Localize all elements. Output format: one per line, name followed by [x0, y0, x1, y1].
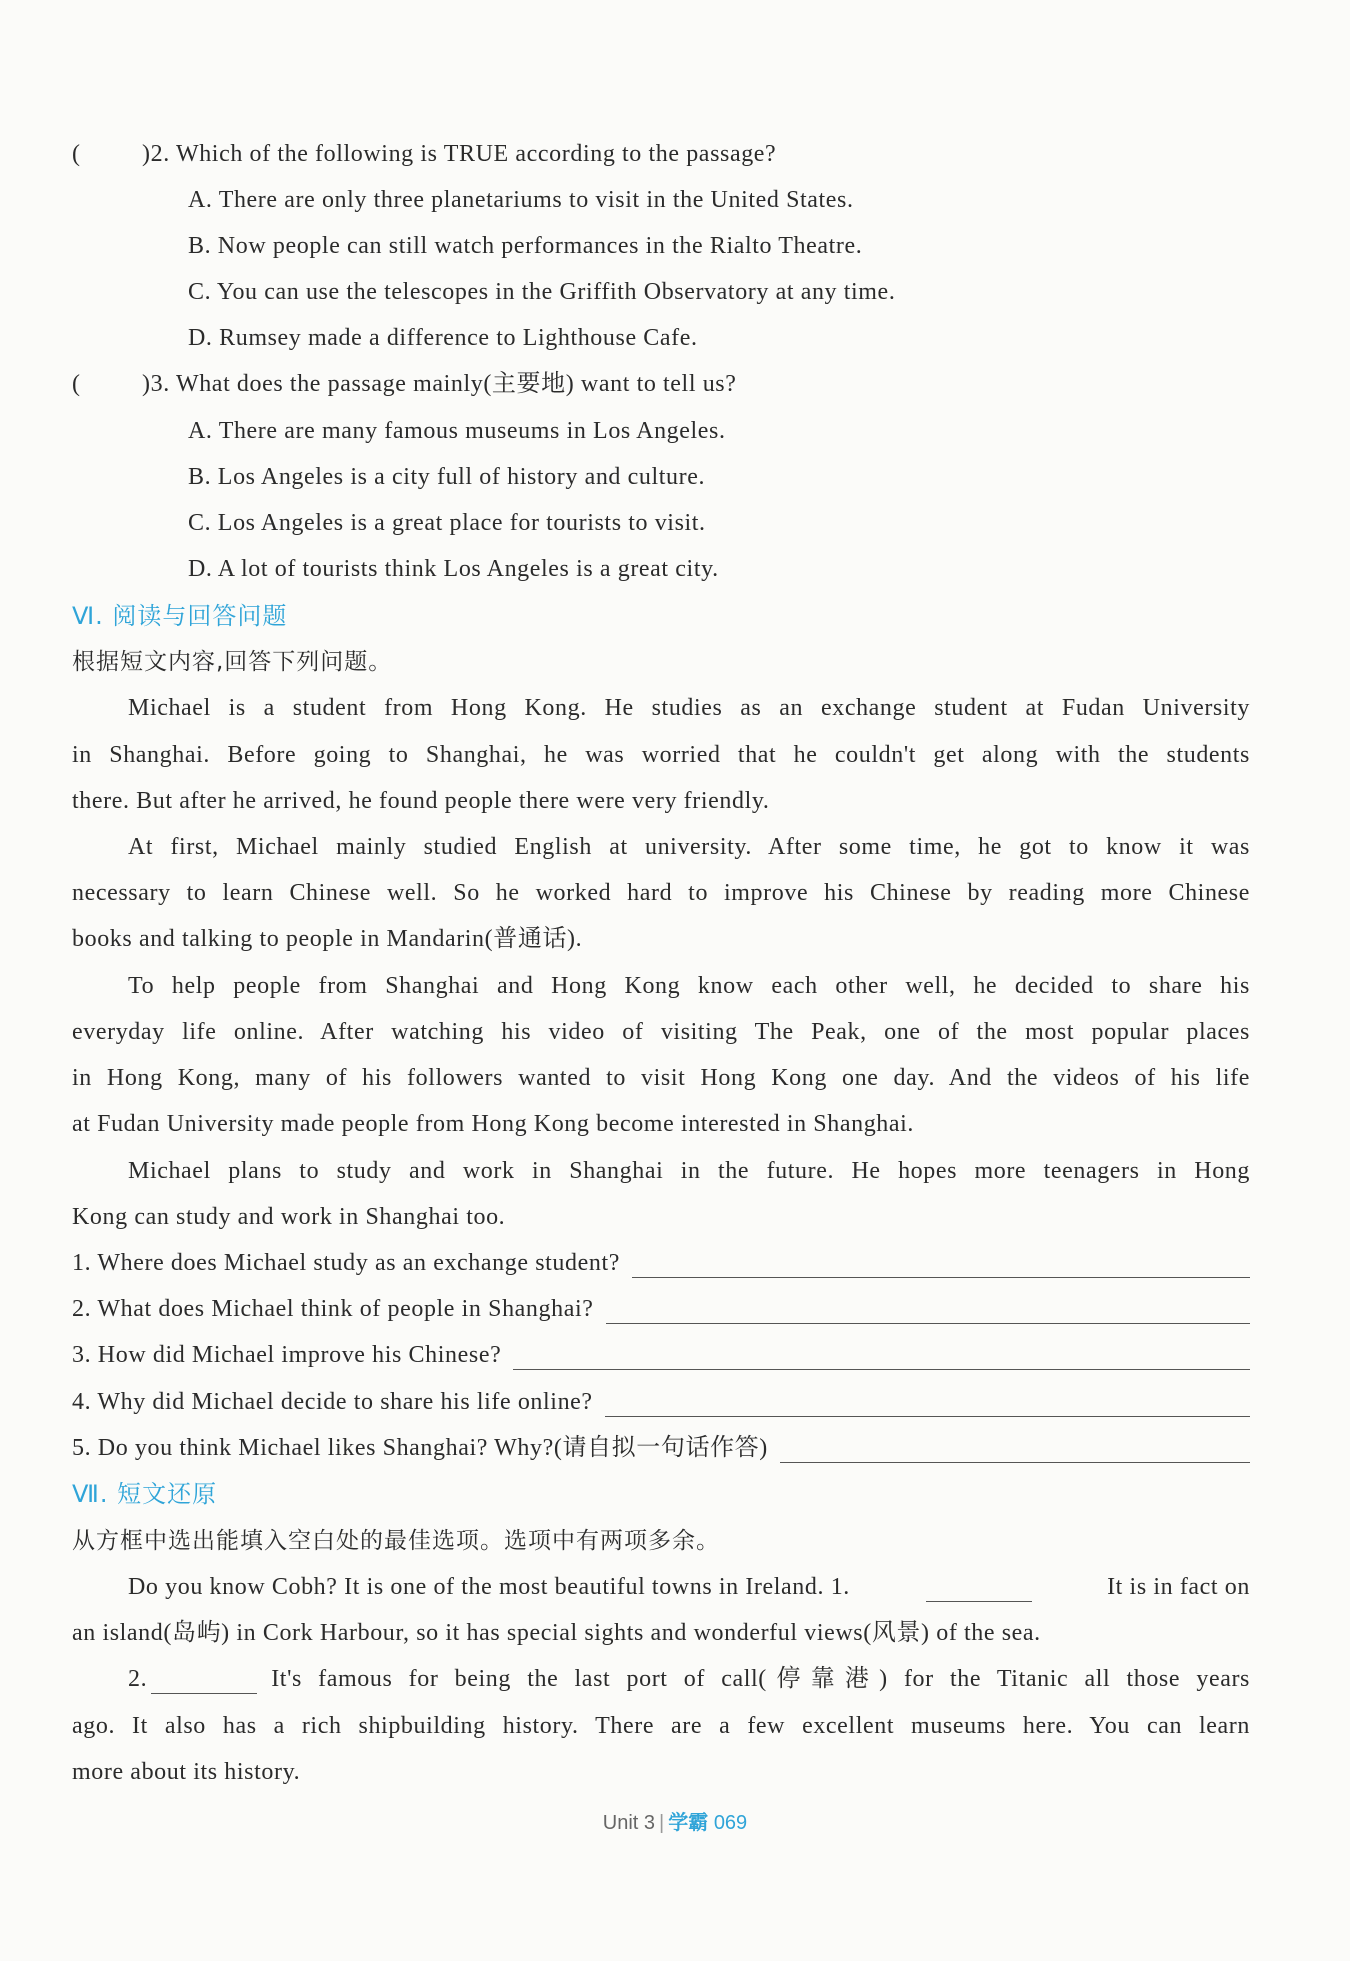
footer-separator: |	[659, 1812, 665, 1834]
passage-line: an island(岛屿) in Cork Harbour, so it has special sights and wonderful views(风景) of the sea.	[72, 1620, 1041, 1646]
option-c: C. Los Angeles is a great place for tourists to visit.	[188, 510, 706, 536]
question-stem: )2. Which of the following is TRUE according to the passage?	[142, 141, 777, 167]
passage-line: Michael plans to study and work in Shanghai in the future. He hopes more teenagers in Hong	[128, 1158, 1250, 1184]
answer-question-3	[72, 1340, 1250, 1370]
passage-line	[128, 1664, 1250, 1694]
option-d: D. Rumsey made a difference to Lighthouse Cafe.	[188, 325, 698, 351]
answer-blank[interactable]	[632, 1253, 1250, 1278]
passage-line: in Shanghai. Before going to Shanghai, he was worried that he couldn't get along with the students	[72, 742, 1250, 768]
passage-line: more about its history.	[72, 1759, 301, 1785]
passage-line: books and talking to people in Mandarin(普通话).	[72, 926, 583, 952]
page-number: 069	[713, 1812, 748, 1834]
question-text: 2. What does Michael think of people in Shanghai?	[72, 1296, 594, 1322]
answer-blank[interactable]	[513, 1345, 1250, 1370]
fill-blank-1[interactable]	[926, 1579, 1032, 1602]
page-footer	[0, 1806, 1350, 1835]
section-7-title: Ⅶ. 短文还原	[72, 1480, 218, 1508]
passage-line: Michael is a student from Hong Kong. He studies as an exchange student at Fudan University	[128, 695, 1250, 721]
answer-paren: (	[72, 141, 81, 167]
answer-paren: (	[72, 371, 81, 397]
option-b: B. Now people can still watch performances in the Rialto Theatre.	[188, 233, 863, 259]
passage-line: at Fudan University made people from Hong Kong become interested in Shanghai.	[72, 1111, 915, 1137]
question-text: 4. Why did Michael decide to share his life online?	[72, 1389, 593, 1415]
passage-line	[128, 1572, 1250, 1602]
passage-line: At first, Michael mainly studied English at university. After some time, he got to know it was	[128, 834, 1250, 860]
passage-text: Do you know Cobh? It is one of the most beautiful towns in Ireland. 1.	[128, 1574, 850, 1600]
option-a: A. There are only three planetariums to visit in the United States.	[188, 187, 854, 213]
passage-text: It's famous for being the last port of call(停靠港) for the Titanic all those years	[271, 1666, 1250, 1692]
passage-line: in Hong Kong, many of his followers wanted to visit Hong Kong one day. And the videos of his life	[72, 1065, 1250, 1091]
brand-label: 学霸	[668, 1812, 709, 1834]
section-6-instruction: 根据短文内容,回答下列问题。	[72, 649, 393, 675]
option-d: D. A lot of tourists think Los Angeles is a great city.	[188, 556, 719, 582]
passage-line: To help people from Shanghai and Hong Kong know each other well, he decided to share his	[128, 973, 1250, 999]
answer-blank[interactable]	[606, 1299, 1250, 1324]
answer-question-1	[72, 1248, 1250, 1278]
option-a: A. There are many famous museums in Los Angeles.	[188, 418, 726, 444]
question-text: 5. Do you think Michael likes Shanghai? Why?(请自拟一句话作答)	[72, 1435, 768, 1461]
option-c: C. You can use the telescopes in the Griffith Observatory at any time.	[188, 279, 896, 305]
answer-question-5	[72, 1433, 1250, 1463]
passage-line: necessary to learn Chinese well. So he worked hard to improve his Chinese by reading more Chinese	[72, 880, 1250, 906]
question-text: 1. Where does Michael study as an exchange student?	[72, 1250, 620, 1276]
option-b: B. Los Angeles is a city full of history and culture.	[188, 464, 706, 490]
passage-line: there. But after he arrived, he found people there were very friendly.	[72, 788, 770, 814]
section-6-title: Ⅵ. 阅读与回答问题	[72, 602, 288, 630]
unit-label: Unit 3	[602, 1812, 656, 1834]
question-text: 3. How did Michael improve his Chinese?	[72, 1342, 502, 1368]
fill-blank-2[interactable]	[151, 1671, 257, 1694]
passage-text: It is in fact on	[1107, 1574, 1250, 1600]
passage-line: everyday life online. After watching his video of visiting The Peak, one of the most popular places	[72, 1019, 1250, 1045]
passage-text: 2.	[128, 1666, 148, 1692]
answer-blank[interactable]	[605, 1392, 1250, 1417]
section-7-instruction: 从方框中选出能填入空白处的最佳选项。选项中有两项多余。	[72, 1528, 720, 1554]
passage-line: Kong can study and work in Shanghai too.	[72, 1204, 506, 1230]
answer-blank[interactable]	[780, 1438, 1250, 1463]
answer-question-4	[72, 1387, 1250, 1417]
answer-question-2	[72, 1294, 1250, 1324]
question-stem: )3. What does the passage mainly(主要地) want to tell us?	[142, 371, 737, 397]
passage-line: ago. It also has a rich shipbuilding history. There are a few excellent museums here. You can learn	[72, 1713, 1250, 1739]
